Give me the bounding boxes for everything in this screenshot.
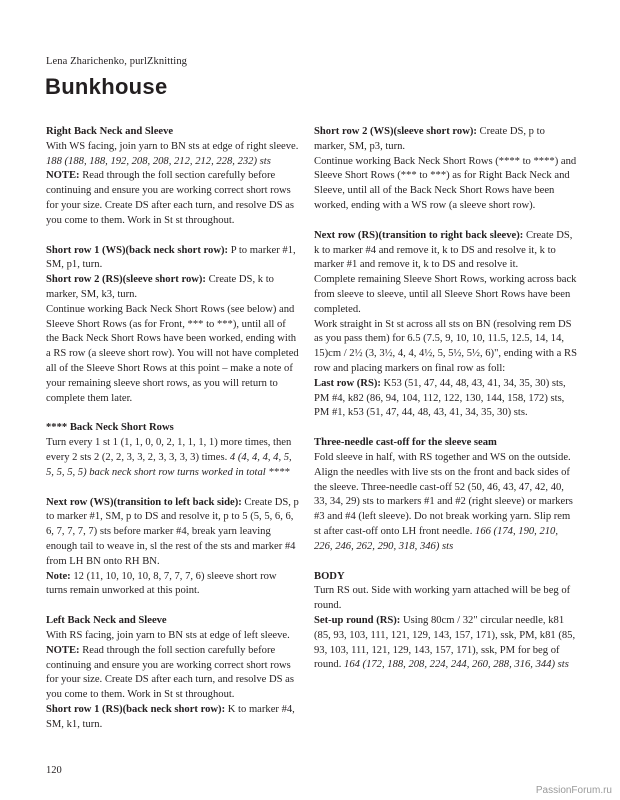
row-label: Set-up round (RS): — [314, 614, 401, 626]
section-heading: BODY — [314, 570, 345, 582]
paragraph: Fold sleeve in half, with RS together and WS on the outside. Align the needles with live sts on the front and back sides of the sleeve. Three-needle cast-off 52 (50, 46, 43, 47, 42, 40, 33, 34, 29) sts to markers #1 and #2 (right sleeve) or markers #3 and #4 (left sleeve). Do not break working yarn. Slip rem st after cast-off onto LH front needle. — [314, 451, 573, 537]
note-label: NOTE: — [46, 170, 80, 182]
short-row-text: P to marker #1, SM, p1, turn. — [46, 244, 296, 271]
note-text: Read through the foll section carefully before continuing and ensure you are working correct short rows for your size. Create DS after each turn, and resolve DS as you come to them. Work in St st throughout. — [46, 644, 294, 701]
section-heading: Three-needle cast-off for the sleeve seam — [314, 437, 497, 449]
back-neck-short-rows-section — [46, 421, 300, 480]
paragraph: Continue working Back Neck Short Rows (see below) and Sleeve Short Rows (as for Front, *** to ***), until all of the Back Neck Short Rows have been worked, ending with a RS row (a sleeve short row). You will not have completed all of the Sleeve Short Rows at this point – make a note of your remaining sleeve short rows, as you will return to complete them later. — [46, 303, 299, 404]
paragraph: Turn RS out. Side with working yarn attached will be beg of round. — [314, 585, 571, 612]
stitch-count: 188 (188, 188, 192, 208, 208, 212, 212, 228, 232) sts — [46, 155, 271, 167]
paragraph: Continue working Back Neck Short Rows (**** to ****) and Sleeve Short Rows (*** to ***) as for Right Back Neck and Sleeve, until all of the Back Neck Short Rows have been worked, ending with a WS row (a sleeve short row). — [314, 155, 577, 211]
right-back-neck-section — [46, 125, 300, 229]
transition-row-block — [46, 496, 300, 600]
paragraph: Turn every 1 st 1 (1, 1, 0, 0, 2, 1, 1, 1, 1) more times, then every 2 sts 2 (2, 2, 3, 3, 2, 3, 3, 3, 3) times. — [46, 437, 292, 463]
pattern-title: Bunkhouse — [45, 74, 168, 99]
paragraph: With WS facing, join yarn to BN sts at edge of right sleeve. — [46, 140, 299, 152]
row-text: Create DS, k to marker #4 and remove it, k to DS and resolve it, k to marker #1 and remove it, k to DS and resolve it. — [314, 229, 573, 271]
stitch-count: 4 (4, 4, 4, 4, 5, 5, 5, 5, 5) back neck short row turns worked in total **** — [46, 451, 292, 478]
right-column — [314, 125, 578, 673]
short-row-label: Short row 1 (WS)(back neck short row): — [46, 244, 229, 256]
row-text: Using 80cm / 32" circular needle, k81 (85, 93, 103, 111, 121, 129, 143, 157, 171), ssk, PM, k81 (85, 93, 103, 111, 121, 129, 143, 157, 171), ssk, PM for beg of round. — [314, 614, 576, 671]
watermark: PassionForum.ru — [535, 785, 612, 796]
stitch-count: 164 (172, 188, 208, 224, 244, 260, 288, 316, 344) sts — [344, 659, 569, 671]
short-rows-block — [46, 244, 300, 407]
three-needle-section — [314, 436, 578, 554]
row-label: Next row (WS)(transition to left back side): — [46, 496, 242, 508]
short-row-label: Short row 1 (RS)(back neck short row): — [46, 703, 226, 715]
row-label: Next row (RS)(transition to right back sleeve): — [314, 229, 524, 241]
paragraph: Complete remaining Sleeve Short Rows, working across back from sleeve to sleeve, until all Sleeve Short Rows have been completed. — [314, 274, 577, 315]
short-row-2-block — [314, 125, 578, 214]
short-row-text: Create DS, p to marker, SM, p3, turn. — [314, 126, 545, 152]
paragraph: Work straight in St st across all sts on BN (resolving rem DS as you pass them) for 6.5 (7.5, 9, 10, 10, 11.5, 12.5, 14, 14, 15)cm / 2½ (3, 3½, 4, 4, 4½, 5, 5½, 5½, 6)", ending with a RS row and placing markers on final row as foll: — [314, 318, 577, 374]
short-row-text: Create DS, k to marker, SM, k3, turn. — [46, 274, 274, 300]
short-row-text: K to marker #4, SM, k1, turn. — [46, 703, 295, 730]
transition-right-block — [314, 229, 578, 421]
note-label: Note: — [46, 570, 71, 582]
section-heading: Right Back Neck and Sleeve — [46, 126, 174, 137]
section-heading: **** Back Neck Short Rows — [46, 422, 174, 434]
stitch-count: 166 (174, 190, 210, 226, 246, 262, 290, 318, 346) sts — [314, 525, 558, 552]
page-number: 120 — [46, 765, 62, 776]
author-credit: Lena Zharichenko, purlZknitting — [46, 56, 188, 67]
short-row-label: Short row 2 (WS)(sleeve short row): — [314, 126, 477, 137]
left-column — [46, 125, 300, 732]
left-back-neck-section — [46, 614, 300, 732]
body-section — [314, 570, 578, 674]
section-heading: Left Back Neck and Sleeve — [46, 615, 167, 627]
paragraph: With RS facing, join yarn to BN sts at edge of left sleeve. — [46, 629, 290, 641]
row-text: K53 (51, 47, 44, 48, 43, 41, 34, 35, 30) sts, PM #4, k82 (86, 94, 104, 112, 122, 130, 144, 158, 172) sts, PM #1, k53 (51, 47, 44, 48, 43, 41, 34, 35, 30) sts. — [314, 377, 566, 419]
short-row-label: Short row 2 (RS)(sleeve short row): — [46, 274, 206, 286]
note-label: NOTE: — [46, 644, 80, 656]
note-text: 12 (11, 10, 10, 10, 8, 7, 7, 7, 6) sleeve short row turns remain unworked at this point. — [46, 570, 277, 597]
row-text: Create DS, p to marker #1, SM, p to DS and resolve it, p to 5 (5, 5, 6, 6, 6, 7, 7, 7, 7) sts before marker #4, break yarn leaving enough tail to weave in, sl the rest of the sts and marker #4 from LH BN onto RH BN. — [46, 496, 299, 567]
note-text: Read through the foll section carefully before continuing and ensure you are working correct short rows for your size. Create DS after each turn, and resolve DS as you come to them. Work in St st throughout. — [46, 170, 294, 226]
row-label: Last row (RS): — [314, 377, 381, 389]
